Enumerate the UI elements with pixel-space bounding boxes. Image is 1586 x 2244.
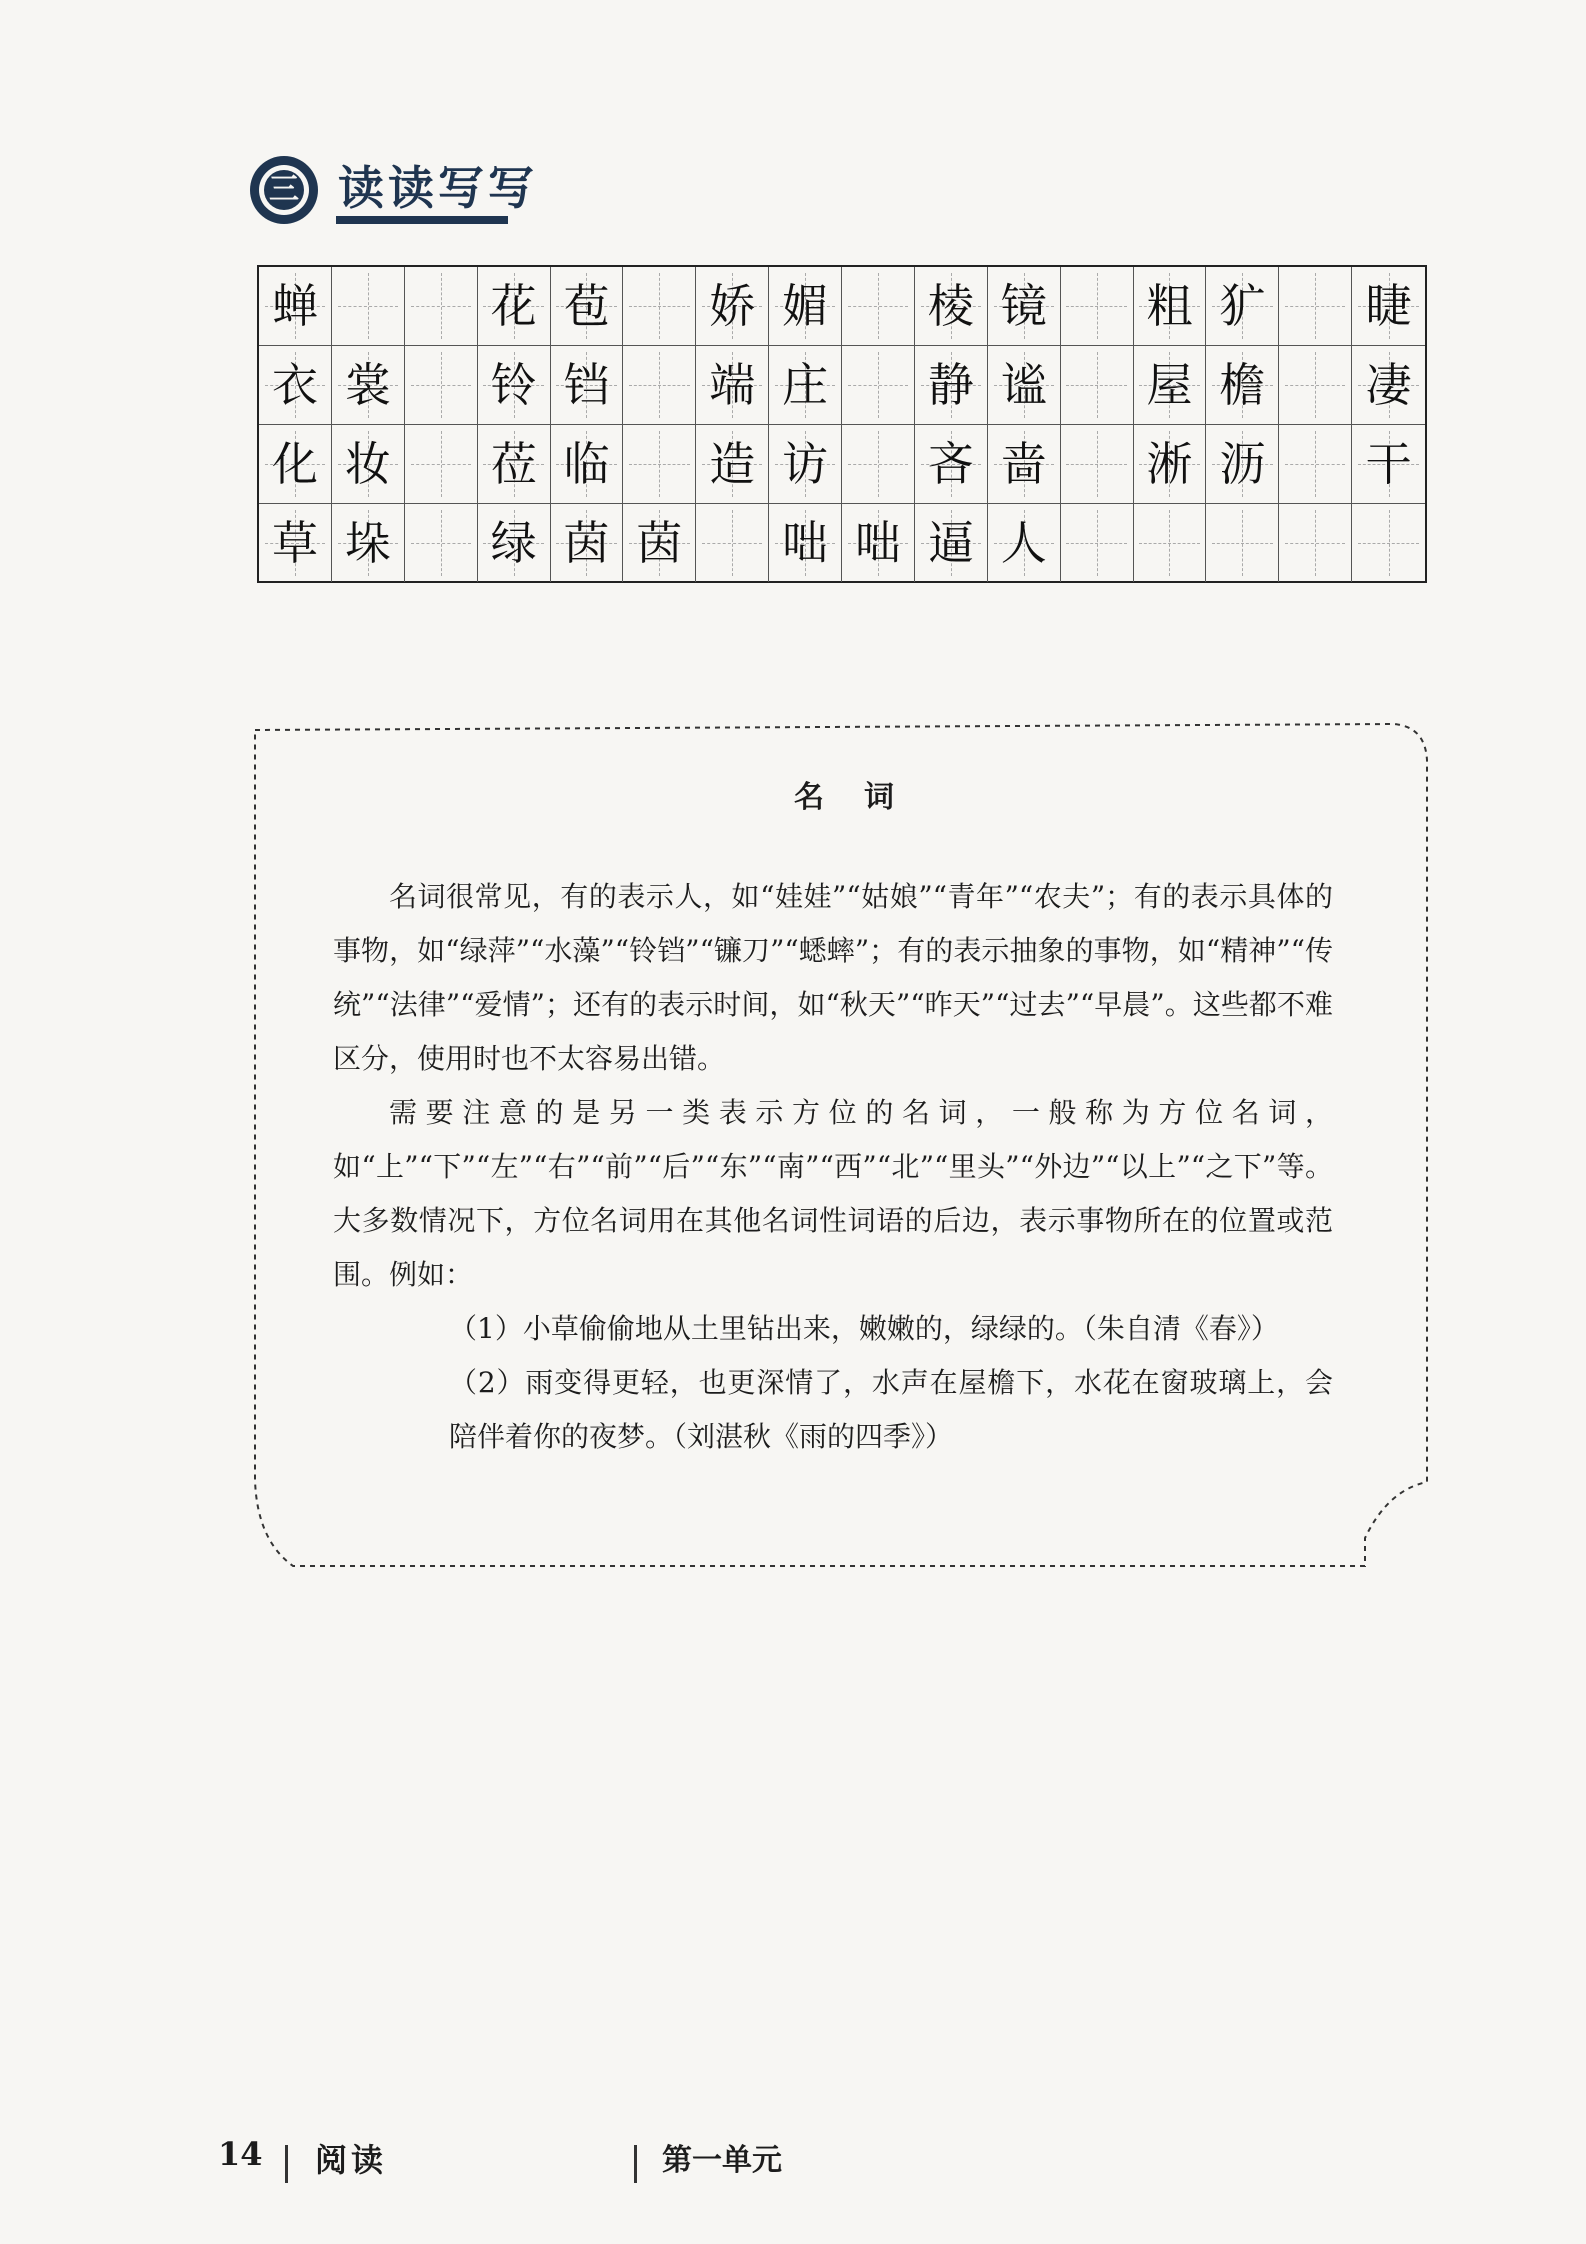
grid-character: 啬 — [1000, 437, 1047, 491]
grid-character: 淅 — [1146, 437, 1193, 491]
grid-character: 端 — [709, 358, 756, 412]
grid-character: 谧 — [1000, 358, 1047, 412]
grid-cell — [551, 346, 624, 425]
grid-character: 镜 — [1000, 279, 1047, 333]
grid-cell — [769, 504, 842, 582]
grid-character: 蝉 — [271, 279, 318, 333]
grid-character: 人 — [1000, 516, 1047, 570]
section-title-underline — [336, 216, 508, 224]
grid-cell — [1206, 425, 1279, 504]
grid-cell — [1279, 267, 1352, 346]
grid-cell — [1352, 346, 1425, 425]
grid-cell — [696, 267, 769, 346]
grid-cell — [1134, 267, 1207, 346]
grid-cell — [623, 504, 696, 582]
grid-character: 咄 — [854, 516, 901, 570]
grammar-note-box — [253, 720, 1435, 1568]
grid-character: 媚 — [782, 279, 829, 333]
grid-character: 垛 — [344, 516, 391, 570]
grid-character: 草 — [271, 516, 318, 570]
note-paragraph: 需要注意的是另一类表示方位的名词，一般称为方位名词，如“上”“下”“左”“右”“前”“后”“东”“南”“西”“北”“里头”“外边”“以上”“之下”等。大多数情况下，方位名词用在其他名词性词语的后边，表示事物所在的位置或范围。例如： — [333, 1096, 1333, 1291]
grid-cell — [1206, 267, 1279, 346]
grid-cell — [988, 504, 1061, 582]
grid-cell — [551, 267, 624, 346]
grid-cell — [988, 425, 1061, 504]
grid-cell — [623, 425, 696, 504]
grid-cell — [1134, 425, 1207, 504]
grid-cell — [332, 504, 405, 582]
grid-cell — [332, 346, 405, 425]
grid-cell — [1352, 267, 1425, 346]
grid-cell — [769, 425, 842, 504]
grid-character: 干 — [1365, 437, 1412, 491]
footer-section-label: 阅读 — [315, 2141, 388, 2179]
grid-cell — [842, 267, 915, 346]
section-number-badge — [250, 156, 318, 224]
grid-cell — [1352, 425, 1425, 504]
grid-cell — [1061, 425, 1134, 504]
note-paragraph: 名词很常见，有的表示人，如“娃娃”“姑娘”“青年”“农夫”；有的表示具体的事物，如“绿萍”“水藻”“铃铛”“镰刀”“蟋蟀”；有的表示抽象的事物，如“精神”“传统”“法律”“爱情”；还有的表示时间，如“秋天”“昨天”“过去”“早晨”。这些都不难区分，使用时也不太容易出错。 — [333, 880, 1333, 1075]
grid-character: 铛 — [563, 358, 610, 412]
grid-cell — [1279, 425, 1352, 504]
grid-cell — [1061, 504, 1134, 582]
grid-cell — [551, 425, 624, 504]
grid-character: 苞 — [563, 279, 610, 333]
grid-character: 吝 — [927, 437, 974, 491]
grid-cell — [696, 504, 769, 582]
grid-character: 棱 — [927, 279, 974, 333]
grid-character: 檐 — [1219, 358, 1266, 412]
grid-character: 临 — [563, 437, 610, 491]
grid-cell — [696, 346, 769, 425]
grid-character: 沥 — [1219, 437, 1266, 491]
grid-cell — [478, 346, 551, 425]
grid-cell — [405, 346, 478, 425]
grid-character: 娇 — [709, 279, 756, 333]
grid-character: 睫 — [1365, 279, 1412, 333]
grid-cell — [259, 267, 332, 346]
grid-cell — [915, 346, 988, 425]
grid-cell — [915, 425, 988, 504]
grid-character: 妆 — [344, 437, 391, 491]
note-example: （1）小草偷偷地从土里钻出来，嫩嫩的，绿绿的。（朱自清《春》） — [449, 1312, 1279, 1345]
grid-cell — [1206, 504, 1279, 582]
grid-cell — [259, 504, 332, 582]
grid-character: 访 — [782, 437, 829, 491]
grid-cell — [915, 267, 988, 346]
footer-divider — [285, 2145, 288, 2183]
section-title: 读读写写 — [338, 161, 538, 215]
grid-cell — [1279, 346, 1352, 425]
footer-divider — [634, 2145, 637, 2183]
grid-cell — [842, 425, 915, 504]
grid-character: 绿 — [490, 516, 537, 570]
grid-character: 茵 — [636, 516, 683, 570]
note-example: （2）雨变得更轻，也更深情了，水声在屋檐下，水花在窗玻璃上，会陪伴着你的夜梦。（刘湛秋《雨的四季》） — [449, 1366, 1333, 1453]
grid-character: 花 — [490, 279, 537, 333]
section-number: 三 — [264, 170, 304, 210]
grid-cell — [842, 504, 915, 582]
grid-character: 造 — [709, 437, 756, 491]
grid-character: 犷 — [1219, 279, 1266, 333]
grid-cell — [769, 346, 842, 425]
grid-cell — [1061, 346, 1134, 425]
grid-cell — [332, 425, 405, 504]
grid-character: 凄 — [1365, 358, 1412, 412]
grid-cell — [842, 346, 915, 425]
grid-cell — [259, 346, 332, 425]
grid-cell — [478, 504, 551, 582]
grid-cell — [696, 425, 769, 504]
grid-cell — [259, 425, 332, 504]
grid-character: 屋 — [1146, 358, 1193, 412]
grid-cell — [478, 425, 551, 504]
footer-unit-label: 第一单元 — [662, 2143, 782, 2178]
grid-cell — [551, 504, 624, 582]
grid-character: 铃 — [490, 358, 537, 412]
grid-cell — [988, 346, 1061, 425]
grid-cell — [1279, 504, 1352, 582]
grid-character: 粗 — [1146, 279, 1193, 333]
page-footer — [0, 2135, 1586, 2195]
grid-cell — [405, 425, 478, 504]
grid-character: 裳 — [344, 358, 391, 412]
grid-cell — [405, 504, 478, 582]
note-title: 名词 — [794, 780, 934, 815]
grid-cell — [769, 267, 842, 346]
note-body — [333, 870, 1333, 1464]
grid-character: 逼 — [927, 516, 974, 570]
grid-cell — [623, 267, 696, 346]
grid-cell — [478, 267, 551, 346]
grid-character: 庄 — [782, 358, 829, 412]
grid-character: 衣 — [271, 358, 318, 412]
page-number: 14 — [218, 2135, 263, 2173]
character-grid — [257, 265, 1427, 583]
grid-cell — [405, 267, 478, 346]
grid-cell — [1352, 504, 1425, 582]
grid-cell — [1134, 346, 1207, 425]
grid-character: 静 — [927, 358, 974, 412]
grid-cell — [332, 267, 405, 346]
grid-cell — [1134, 504, 1207, 582]
grid-character: 莅 — [490, 437, 537, 491]
grid-cell — [623, 346, 696, 425]
grid-character: 化 — [271, 437, 318, 491]
grid-cell — [915, 504, 988, 582]
grid-cell — [1206, 346, 1279, 425]
grid-cell — [1061, 267, 1134, 346]
grid-cell — [988, 267, 1061, 346]
grid-character: 茵 — [563, 516, 610, 570]
grid-character: 咄 — [782, 516, 829, 570]
